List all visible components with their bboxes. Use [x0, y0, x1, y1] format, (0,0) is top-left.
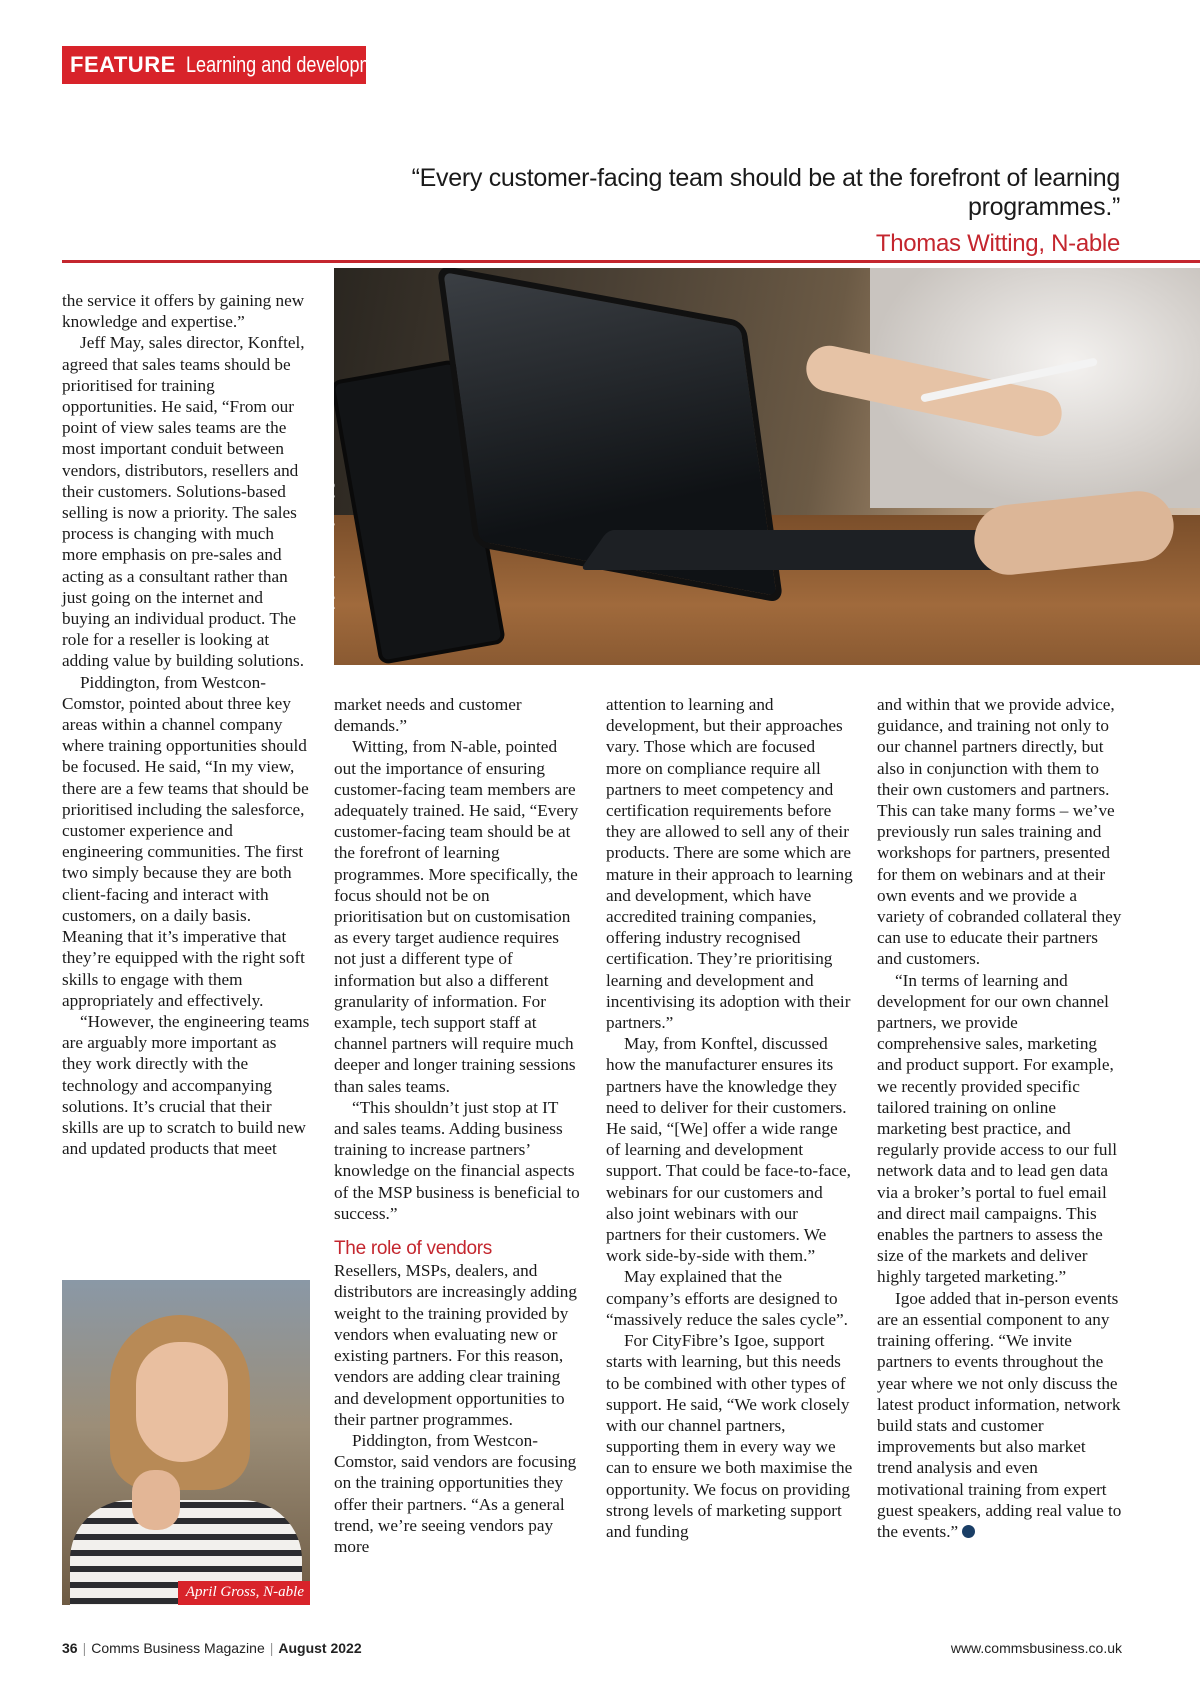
- photo-credit: © bongkarn-stock.adobe.com: [321, 480, 336, 646]
- article-column-4: [877, 694, 1125, 1542]
- subheading: The role of vendors: [334, 1238, 492, 1260]
- pull-quote-attribution: Thomas Witting, N-able: [875, 230, 1120, 257]
- paragraph: “This shouldn’t just stop at IT and sales teams. Adding business training to increase partners’ knowledge on the financial aspects of the MSP business is beneficial to success.”: [334, 1097, 580, 1223]
- paragraph: “However, the engineering teams are arguably more important as they work directly with the technology and accompanying solutions. It’s crucial that their skills are up to scratch to build new and updated products that meet: [62, 1011, 310, 1159]
- portrait-caption: April Gross, N-able: [178, 1581, 310, 1605]
- paragraph: For CityFibre’s Igoe, support starts with learning, but this needs to be combined with other types of support. He said, “We work closely with our channel partners, supporting them in every way we can to ensure we both maximise the opportunity. We focus on providing strong levels of marketing support and funding: [606, 1331, 853, 1541]
- paragraph: Piddington, from Westcon-Comstor, said vendors are focusing on the training opportunities they offer their partners. “As a general trend, we’re seeing vendors pay more: [334, 1430, 577, 1556]
- article-column-1: [62, 290, 310, 1159]
- issue-date: August 2022: [278, 1640, 362, 1656]
- paragraph: Piddington, from Westcon-Comstor, pointed about three key areas within a channel company where training opportunities should be focused. He said, “In my view, there are a few teams that should be prioritised including the salesforce, customer experience and engineering communities. The first two simply because they are both client-facing and interact with customers, on a daily basis. Meaning that it’s imperative that they’re equipped with the right soft skills to engage with them appropriately and effectively.: [62, 672, 309, 1010]
- paragraph: attention to learning and development, but their approaches vary. Those which are focused more on compliance require all partners to meet competency and certification requirements before they are allowed to sell any of their products. There are some which are mature in their approach to learning and development, which have accredited training companies, offering industry recognised certification. They’re prioritising learning and development and incentivising its adoption with their partners.”: [606, 695, 853, 1033]
- footer-publication: 36 | Comms Business Magazine | August 2022: [62, 1640, 362, 1656]
- article-column-2: [334, 694, 582, 1557]
- end-mark-icon: [962, 1525, 975, 1538]
- paragraph: “In terms of learning and development for our own channel partners, we provide comprehensive sales, marketing and product support. For example, we recently provided specific tailored training on online marketing best practice, and regularly provide access to our full network data and to lead gen data via a broker’s portal to fuel email and direct mail campaigns. This enables the partners to assess the size of the markets and deliver highly targeted marketing.”: [877, 970, 1118, 1287]
- section-tag: [62, 46, 400, 84]
- hero-photo: [334, 268, 1200, 665]
- paragraph: Resellers, MSPs, dealers, and distributors are increasingly adding weight to the training provided by vendors when evaluating new or existing partners. For this reason, vendors are adding clear training and development opportunities to their partner programmes.: [334, 1261, 577, 1429]
- footer-url: www.commsbusiness.co.uk: [950, 1640, 1122, 1656]
- section-tag-feature: FEATURE: [70, 52, 176, 77]
- section-tag-topic: Learning and development: [185, 52, 400, 77]
- pull-quote-text: “Every customer-facing team should be at the forefront of learning programmes.”: [411, 164, 1120, 221]
- divider-rule: [62, 260, 1200, 263]
- article-column-3: [606, 694, 854, 1542]
- publication-name: Comms Business Magazine: [91, 1640, 265, 1656]
- paragraph: May explained that the company’s efforts are designed to “massively reduce the sales cycle”.: [606, 1267, 848, 1329]
- paragraph: the service it offers by gaining new knowledge and expertise.”: [62, 291, 305, 332]
- portrait-photo: [62, 1280, 310, 1605]
- paragraph-final: [877, 1288, 1125, 1542]
- page-number: 36: [62, 1640, 78, 1656]
- pull-quote: [260, 164, 1120, 258]
- paragraph: Jeff May, sales director, Konftel, agreed that sales teams should be prioritised for training opportunities. He said, “From our point of view sales teams are the most important conduit between vendors, distributors, resellers and their customers. Solutions-based selling is now a priority. The sales process is changing with much more emphasis on pre-sales and acting as a consultant rather than just going on the internet and buying an individual product. The role for a reseller is looking at adding value by building solutions.: [62, 333, 305, 671]
- paragraph: and within that we provide advice, guidance, and training not only to our channel partners directly, but also in conjunction with them to their own customers and partners. This can take many forms – we’ve previously run sales training and workshops for partners, presented for them on webinars and at their own events and we provide a variety of cobranded collateral they can use to educate their partners and customers.: [877, 695, 1122, 969]
- paragraph: Witting, from N-able, pointed out the importance of ensuring customer-facing team members are adequately trained. He said, “Every customer-facing team should be at the forefront of learning programmes. More specifically, the focus should not be on prioritisation but on customisation as every target audience requires not just a different type of information but also a different granularity of information. For example, tech support staff at channel partners will require much deeper and longer training sessions than sales teams.: [334, 737, 579, 1096]
- paragraph: May, from Konftel, discussed how the manufacturer ensures its partners have the knowledge they need to deliver for their customers. He said, “[We] offer a wide range of learning and development support. That could be face-to-face, webinars for our customers and also joint webinars with our partners for their customers. We work side-by-side with them.”: [606, 1034, 851, 1266]
- paragraph-final-text: Igoe added that in-person events are an essential component to any training offering. “We invite partners to events throughout the year where we not only discuss the latest product information, network build stats and customer improvements but also market trend analysis and even motivational training from expert guest speakers, adding real value to the events.”: [877, 1288, 1122, 1541]
- paragraph: market needs and customer demands.”: [334, 695, 522, 736]
